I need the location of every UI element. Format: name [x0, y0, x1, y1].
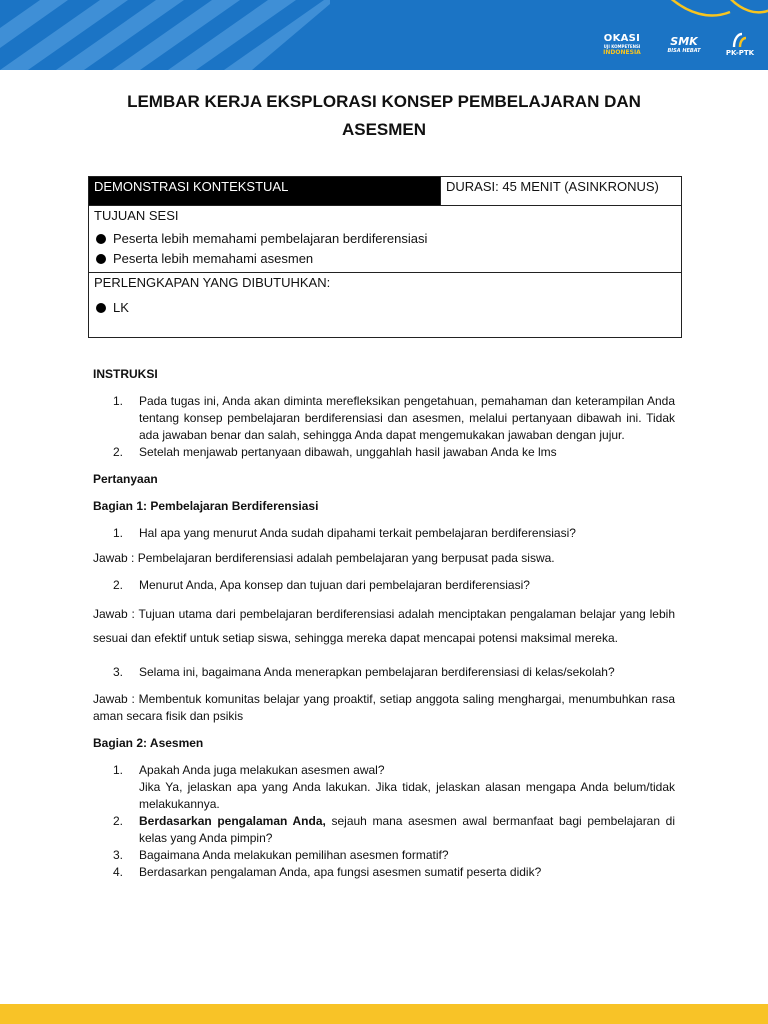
- okasi-logo: [598, 33, 646, 56]
- bullet-icon: [96, 254, 106, 264]
- okasi-logo-text: OKASI: [603, 32, 641, 44]
- instruksi-heading: INSTRUKSI: [93, 367, 158, 381]
- list-number: 1.: [113, 526, 124, 540]
- question-bold-text: Berdasarkan pengalaman Anda,: [139, 814, 326, 828]
- smk-logo-text: SMK: [670, 34, 698, 48]
- bagian2-heading: Bagian 2: Asesmen: [93, 736, 204, 750]
- tujuan-item: [94, 229, 676, 249]
- list-item-text: Pada tugas ini, Anda akan diminta merefleksikan pengetahuan, pemahaman dan keterampilan Anda tentang konsep pembelajaran berdiferensiasi dan asesmen, melalui pertanyaan dibawah ini. Tidak ada jawaban benar dan salah, sehingga Anda dapat mengemukakan jawaban dengan jujur.: [139, 394, 675, 442]
- logo-group: [598, 24, 758, 64]
- question-text: [139, 813, 675, 847]
- worksheet-content: [93, 366, 675, 881]
- answer-text: Jawab : Pembelajaran berdiferensiasi adalah pembelajaran yang berpusat pada siswa.: [93, 551, 555, 565]
- question-text: Hal apa yang menurut Anda sudah dipahami terkait pembelajaran berdiferensiasi?: [139, 526, 576, 540]
- question-list: [113, 577, 675, 594]
- pk-ptk-mark-icon: [731, 31, 749, 49]
- footer-bar: [0, 1004, 768, 1024]
- question-list: [113, 664, 675, 681]
- question-item: [113, 664, 675, 681]
- question-text: Bagaimana Anda melakukan pemilihan asesmen formatif?: [139, 848, 449, 862]
- question-text: Selama ini, bagaimana Anda menerapkan pembelajaran berdiferensiasi di kelas/sekolah?: [139, 665, 615, 679]
- tujuan-item-text: Peserta lebih memahami pembelajaran berdiferensiasi: [113, 231, 428, 246]
- list-number: 2.: [113, 445, 124, 459]
- session-table: [88, 176, 682, 338]
- header-banner: [0, 0, 768, 70]
- list-item: [113, 393, 675, 444]
- list-number: 1.: [113, 763, 124, 777]
- question-item: [113, 525, 675, 542]
- list-item-text: Setelah menjawab pertanyaan dibawah, unggahlah hasil jawaban Anda ke lms: [139, 445, 557, 459]
- perlengkapan-item: [94, 298, 676, 318]
- question-item: [113, 762, 675, 813]
- list-number: 4.: [113, 865, 124, 879]
- question-item: [113, 847, 675, 864]
- perlengkapan-heading: PERLENGKAPAN YANG DIBUTUHKAN:: [94, 275, 331, 290]
- question-rest-text: sejauh mana asesmen awal bermanfaat bagi pembelajaran di kelas yang Anda pimpin?: [139, 814, 675, 845]
- page-title: LEMBAR KERJA EKSPLORASI KONSEP PEMBELAJARAN DAN ASESMEN: [127, 92, 641, 139]
- list-number: 1.: [113, 394, 124, 408]
- question-list: [113, 762, 675, 881]
- pk-ptk-logo-text: PK-PTK: [725, 49, 755, 57]
- list-number: 2.: [113, 814, 124, 828]
- smk-logo-subtext: BISA HEBAT: [667, 47, 701, 54]
- bullet-icon: [96, 234, 106, 244]
- pk-ptk-logo: [722, 31, 758, 57]
- session-type-cell: DEMONSTRASI KONTEKSTUAL: [89, 177, 440, 205]
- smk-logo: [658, 35, 710, 54]
- question-item: [113, 577, 675, 594]
- question-main-text: Apakah Anda juga melakukan asesmen awal?: [139, 763, 385, 777]
- question-text: [139, 762, 675, 813]
- session-duration-cell: DURASI: 45 MENIT (ASINKRONUS): [440, 177, 681, 205]
- perlengkapan-item-text: LK: [113, 300, 129, 315]
- pertanyaan-heading: Pertanyaan: [93, 472, 158, 486]
- list-item: [113, 444, 675, 461]
- tujuan-sesi-section: [89, 206, 681, 273]
- okasi-logo-subtext: UJI KOMPETENSI: [603, 43, 641, 49]
- question-text: Berdasarkan pengalaman Anda, apa fungsi asesmen sumatif peserta didik?: [139, 865, 542, 879]
- list-number: 3.: [113, 848, 124, 862]
- tujuan-item-text: Peserta lebih memahami asesmen: [113, 251, 314, 266]
- question-list: [113, 525, 675, 542]
- bullet-icon: [96, 303, 106, 313]
- session-table-header-row: [89, 177, 681, 206]
- question-item: [113, 864, 675, 881]
- bagian1-heading: Bagian 1: Pembelajaran Berdiferensiasi: [93, 499, 319, 513]
- okasi-logo-brand: INDONESIA: [603, 48, 641, 56]
- answer-text: Jawab : Tujuan utama dari pembelajaran berdiferensiasi adalah menciptakan pengalaman belajar yang lebih sesuai dan efektif untuk setiap siswa, sehingga mereka dapat mencapai potensi maksimal mereka.: [93, 607, 675, 645]
- question-text: Menurut Anda, Apa konsep dan tujuan dari pembelajaran berdiferensiasi?: [139, 578, 530, 592]
- question-sub-text: Jika Ya, jelaskan apa yang Anda lakukan. Jika tidak, jelaskan alasan mengapa Anda belum/tidak melakukannya.: [139, 780, 675, 811]
- question-item: [113, 813, 675, 847]
- instruksi-list: [113, 393, 675, 461]
- tujuan-sesi-heading: TUJUAN SESI: [94, 208, 179, 223]
- answer-text: Jawab : Membentuk komunitas belajar yang proaktif, setiap anggota saling menghargai, menumbuhkan rasa aman secara fisik dan psikis: [93, 692, 675, 723]
- perlengkapan-section: [89, 273, 681, 337]
- list-number: 2.: [113, 578, 124, 592]
- stripe-pattern: [0, 0, 330, 70]
- list-number: 3.: [113, 665, 124, 679]
- tujuan-item: [94, 249, 676, 269]
